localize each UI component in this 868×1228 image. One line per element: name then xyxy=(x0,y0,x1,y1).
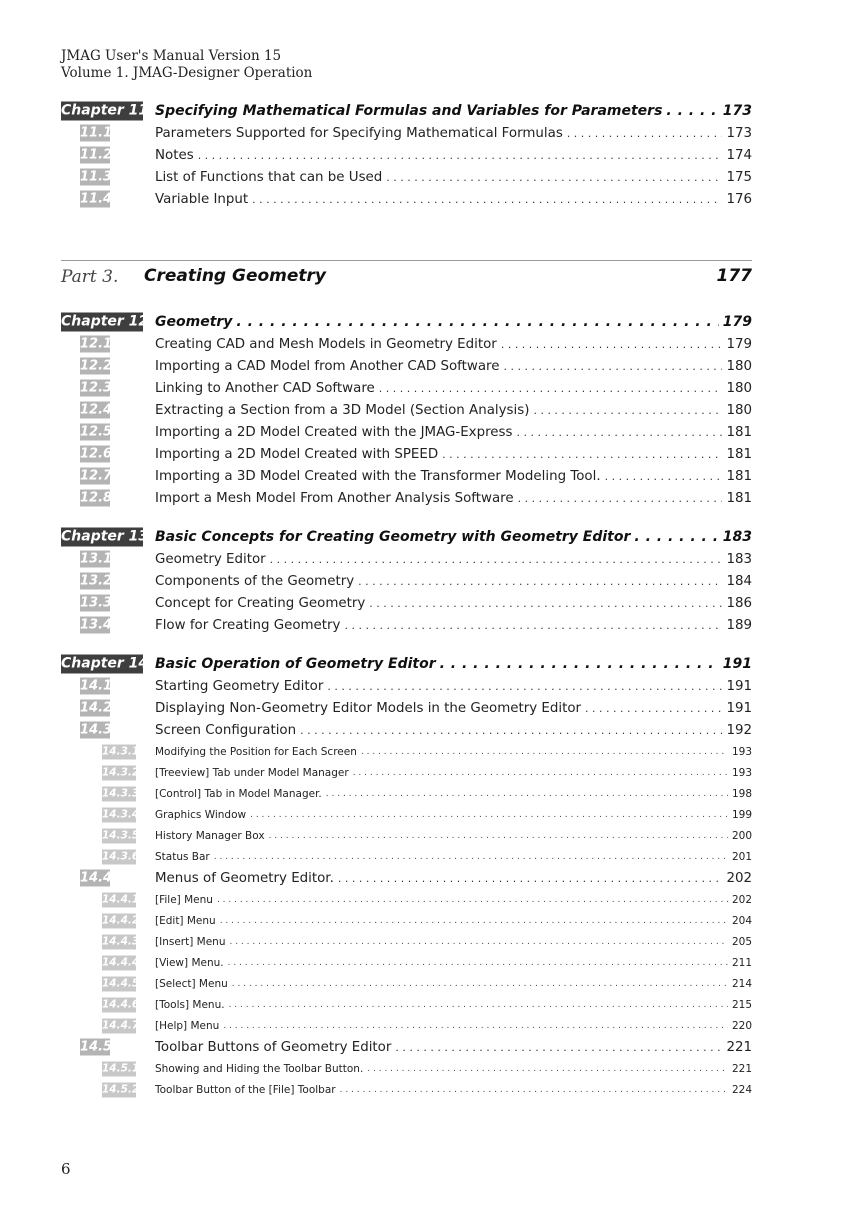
toc-section-number: 11.3 xyxy=(80,169,113,185)
toc-entry-title: Importing a 3D Model Created with the Transformer Modeling Tool. xyxy=(155,468,601,484)
toc-entry-line xyxy=(155,443,752,465)
toc-entry-page: 221 xyxy=(726,1039,752,1055)
toc-sub-entry[interactable] xyxy=(61,846,752,867)
dot-leader xyxy=(367,1064,728,1074)
toc-sub-entry[interactable] xyxy=(61,994,752,1015)
toc-sub-entry[interactable] xyxy=(61,741,752,762)
toc-entry-line xyxy=(155,614,752,636)
toc-entry-line xyxy=(155,526,752,548)
toc-chapter-number: Chapter 13. xyxy=(61,528,154,545)
part-title: Creating Geometry xyxy=(144,266,327,286)
toc-entry-title: Components of the Geometry xyxy=(155,573,355,589)
toc-entry-page: 193 xyxy=(731,745,752,758)
toc-entry-page: 186 xyxy=(726,595,752,611)
dot-leader xyxy=(358,575,722,588)
toc-entry-page: 181 xyxy=(726,468,752,484)
dot-leader xyxy=(518,492,723,505)
toc-entry-line xyxy=(155,399,752,421)
toc-entry-line xyxy=(155,100,752,122)
toc-entry-page: 191 xyxy=(726,678,752,694)
toc-section-number: 12.8 xyxy=(80,490,113,506)
toc-entry-line xyxy=(155,931,752,952)
toc-entry-page: 191 xyxy=(722,656,752,672)
dot-leader xyxy=(217,895,728,905)
toc-entry-page: 184 xyxy=(726,573,752,589)
toc-entry-page: 180 xyxy=(726,358,752,374)
toc-section-entry[interactable] xyxy=(61,144,752,166)
toc-sub-entry[interactable] xyxy=(61,910,752,931)
toc-entry-line xyxy=(155,311,752,333)
toc-entry-title: [Select] Menu xyxy=(155,977,228,990)
toc-section-number: 11.2 xyxy=(80,147,113,163)
dot-leader xyxy=(252,193,722,206)
toc-entry-page: 180 xyxy=(726,380,752,396)
toc-section-entry[interactable] xyxy=(61,719,752,741)
toc-entry-title: Basic Concepts for Creating Geometry with Geometry Editor xyxy=(155,529,631,545)
toc-sub-number: 14.4.6 xyxy=(102,998,140,1010)
dot-leader xyxy=(270,553,723,566)
toc-sub-entry[interactable] xyxy=(61,1058,752,1079)
toc-entry-line xyxy=(155,741,752,762)
toc-entry-line xyxy=(155,697,752,719)
header-volume-title: Volume 1. JMAG-Designer Operation xyxy=(61,65,313,81)
dot-leader xyxy=(379,382,723,395)
page-number: 6 xyxy=(61,1160,71,1178)
toc-chapter-entry[interactable] xyxy=(61,526,752,548)
dot-leader xyxy=(369,597,722,610)
toc-entry-line xyxy=(155,675,752,697)
toc-entry-line xyxy=(155,122,752,144)
toc-sub-number: 14.3.3 xyxy=(102,787,140,799)
toc-section-entry[interactable] xyxy=(61,355,752,377)
toc-entry-line xyxy=(155,952,752,973)
dot-leader xyxy=(442,448,722,461)
toc-entry-title: Variable Input xyxy=(155,191,249,207)
toc-entry-page: 179 xyxy=(726,336,752,352)
dot-leader xyxy=(220,916,728,926)
toc-section-number: 14.1 xyxy=(80,678,113,694)
toc-chapter-number: Chapter 11. xyxy=(61,102,154,119)
toc-entry-page: 181 xyxy=(726,446,752,462)
dot-leader xyxy=(214,852,728,862)
dot-leader xyxy=(228,958,728,968)
toc-section-number: 14.5 xyxy=(80,1039,113,1055)
toc-section-entry[interactable] xyxy=(61,697,752,719)
toc-section-number: 13.3 xyxy=(80,595,113,611)
toc-entry-line xyxy=(155,355,752,377)
toc-section-entry[interactable] xyxy=(61,399,752,421)
toc-entry-title: Modifying the Position for Each Screen xyxy=(155,745,357,758)
toc-section-number: 13.1 xyxy=(80,551,113,567)
toc-entry-title: Starting Geometry Editor xyxy=(155,678,324,694)
dot-leader xyxy=(504,360,723,373)
toc-section-number: 12.5 xyxy=(80,424,113,440)
toc-sub-number: 14.5.1 xyxy=(102,1062,140,1074)
toc-sub-entry[interactable] xyxy=(61,762,752,783)
toc-entry-page: 205 xyxy=(731,935,752,948)
toc-entry-page: 220 xyxy=(731,1019,752,1032)
toc-entry-line xyxy=(155,867,752,889)
toc-section-number: 13.4 xyxy=(80,617,113,633)
running-header xyxy=(61,48,312,82)
toc-chapter-entry[interactable] xyxy=(61,653,752,675)
toc-entry-line xyxy=(155,1015,752,1036)
dot-leader xyxy=(236,314,718,330)
toc-entry-line xyxy=(155,188,752,210)
dot-leader xyxy=(344,619,722,632)
toc-entry-title: [View] Menu. xyxy=(155,956,224,969)
dot-leader xyxy=(338,872,723,885)
toc-chapter-number: Chapter 12. xyxy=(61,313,154,330)
toc-entry-title: Status Bar xyxy=(155,850,210,863)
toc-section-entry[interactable] xyxy=(61,487,752,509)
toc-entry-page: 180 xyxy=(726,402,752,418)
dot-leader xyxy=(353,768,728,778)
toc-section-entry[interactable] xyxy=(61,548,752,570)
toc-section-number: 12.2 xyxy=(80,358,113,374)
toc-entry-line xyxy=(155,592,752,614)
toc-entry-line xyxy=(155,377,752,399)
toc-entry-page: 174 xyxy=(726,147,752,163)
dot-leader xyxy=(666,103,718,119)
toc-spacer xyxy=(61,509,752,526)
dot-leader xyxy=(361,747,728,757)
toc-spacer xyxy=(61,636,752,653)
toc-entry-line xyxy=(155,762,752,783)
toc-entry-title: [File] Menu xyxy=(155,893,213,906)
toc-entry-page: 181 xyxy=(726,424,752,440)
toc-entry-title: Concept for Creating Geometry xyxy=(155,595,366,611)
toc-section-number: 11.1 xyxy=(80,125,113,141)
toc-entry-title: Importing a 2D Model Created with the JMAG-Express xyxy=(155,424,513,440)
dot-leader xyxy=(501,338,723,351)
toc-section-entry[interactable] xyxy=(61,122,752,144)
toc-chapter-entry[interactable] xyxy=(61,311,752,333)
toc-entry-page: 199 xyxy=(731,808,752,821)
toc-section-entry[interactable] xyxy=(61,614,752,636)
toc-entry-line xyxy=(155,421,752,443)
dot-leader xyxy=(585,702,722,715)
toc-sub-entry[interactable] xyxy=(61,783,752,804)
toc-section-number: 11.4 xyxy=(80,191,113,207)
toc-entry-title: Importing a CAD Model from Another CAD Software xyxy=(155,358,500,374)
toc-sub-number: 14.3.2 xyxy=(102,766,140,778)
toc-entry-title: Notes xyxy=(155,147,194,163)
dot-leader xyxy=(229,1000,728,1010)
toc-entry-title: Menus of Geometry Editor. xyxy=(155,870,334,886)
toc-sub-entry[interactable] xyxy=(61,889,752,910)
dot-leader xyxy=(223,1021,728,1031)
toc-entry-title: List of Functions that can be Used xyxy=(155,169,383,185)
toc-entry-title: Extracting a Section from a 3D Model (Section Analysis) xyxy=(155,402,530,418)
dot-leader xyxy=(250,810,728,820)
toc-entry-title: Screen Configuration xyxy=(155,722,297,738)
toc-entry-line xyxy=(155,1058,752,1079)
toc-sub-entry[interactable] xyxy=(61,931,752,952)
toc-entry-page: 193 xyxy=(731,766,752,779)
toc-sub-entry[interactable] xyxy=(61,973,752,994)
toc-entry-title: Import a Mesh Model From Another Analysis Software xyxy=(155,490,514,506)
dot-leader xyxy=(326,789,728,799)
toc-section-entry[interactable] xyxy=(61,443,752,465)
toc-entry-page: 211 xyxy=(731,956,752,969)
toc-entry-page: 224 xyxy=(731,1083,752,1096)
toc-sub-number: 14.3.5 xyxy=(102,829,140,841)
toc-entry-page: 202 xyxy=(726,870,752,886)
toc-section-number: 12.7 xyxy=(80,468,113,484)
toc-entry-title: History Manager Box xyxy=(155,829,265,842)
toc-chapter-entry[interactable] xyxy=(61,100,752,122)
toc-entry-title: [Edit] Menu xyxy=(155,914,216,927)
toc-chapter-number: Chapter 14. xyxy=(61,655,154,672)
dot-leader xyxy=(327,680,722,693)
toc-sub-entry[interactable] xyxy=(61,825,752,846)
toc-section-entry[interactable] xyxy=(61,675,752,697)
toc-entry-page: 215 xyxy=(731,998,752,1011)
toc-entry-title: Showing and Hiding the Toolbar Button. xyxy=(155,1062,364,1075)
toc-entry-line xyxy=(155,1079,752,1100)
toc-section-entry[interactable] xyxy=(61,333,752,355)
toc-part-heading[interactable] xyxy=(61,260,752,311)
toc-entry-line xyxy=(155,465,752,487)
toc-entry-page: 183 xyxy=(726,551,752,567)
toc-entry-title: Toolbar Buttons of Geometry Editor xyxy=(155,1039,392,1055)
toc-entry-page: 181 xyxy=(726,490,752,506)
toc-entry-line xyxy=(155,994,752,1015)
toc-entry-page: 214 xyxy=(731,977,752,990)
toc-section-number: 14.4 xyxy=(80,870,113,886)
dot-leader xyxy=(634,529,718,545)
toc-section-number: 12.4 xyxy=(80,402,113,418)
toc-section-number: 12.6 xyxy=(80,446,113,462)
toc-entry-line xyxy=(155,910,752,931)
toc-sub-number: 14.3.4 xyxy=(102,808,140,820)
dot-leader xyxy=(567,127,723,140)
toc-sub-number: 14.4.1 xyxy=(102,893,140,905)
toc-entry-title: Geometry xyxy=(155,314,233,330)
toc-section-entry[interactable] xyxy=(61,421,752,443)
toc-section-entry[interactable] xyxy=(61,166,752,188)
toc-entry-page: 179 xyxy=(722,314,752,330)
toc-sub-number: 14.3.6 xyxy=(102,850,140,862)
toc-sub-entry[interactable] xyxy=(61,1015,752,1036)
toc-entry-line xyxy=(155,846,752,867)
dot-leader xyxy=(533,404,722,417)
toc-entry-line xyxy=(155,166,752,188)
toc-entry-page: 173 xyxy=(722,103,752,119)
toc-sub-number: 14.5.2 xyxy=(102,1083,140,1095)
toc-entry-title: [Insert] Menu xyxy=(155,935,226,948)
toc-entry-line xyxy=(155,548,752,570)
toc-entry-page: 175 xyxy=(726,169,752,185)
dot-leader xyxy=(386,171,722,184)
dot-leader xyxy=(232,979,728,989)
table-of-contents xyxy=(61,100,752,1100)
toc-entry-title: Flow for Creating Geometry xyxy=(155,617,341,633)
toc-entry-title: Graphics Window xyxy=(155,808,247,821)
toc-entry-line xyxy=(155,719,752,741)
toc-sub-number: 14.4.5 xyxy=(102,977,140,989)
toc-section-entry[interactable] xyxy=(61,867,752,889)
toc-section-entry[interactable] xyxy=(61,592,752,614)
toc-entry-page: 221 xyxy=(731,1062,752,1075)
toc-entry-line xyxy=(155,783,752,804)
toc-sub-number: 14.3.1 xyxy=(102,745,140,757)
toc-entry-title: [Tools] Menu. xyxy=(155,998,225,1011)
toc-entry-title: [Control] Tab in Model Manager. xyxy=(155,787,322,800)
toc-entry-page: 204 xyxy=(731,914,752,927)
toc-entry-line xyxy=(155,487,752,509)
toc-entry-line xyxy=(155,889,752,910)
toc-section-number: 14.2 xyxy=(80,700,113,716)
toc-entry-page: 176 xyxy=(726,191,752,207)
toc-entry-line xyxy=(155,144,752,166)
toc-entry-line xyxy=(155,825,752,846)
toc-entry-page: 189 xyxy=(726,617,752,633)
toc-entry-title: [Treeview] Tab under Model Manager xyxy=(155,766,349,779)
toc-entry-title: Parameters Supported for Specifying Mathematical Formulas xyxy=(155,125,563,141)
toc-section-number: 14.3 xyxy=(80,722,113,738)
dot-leader xyxy=(198,149,723,162)
toc-section-entry[interactable] xyxy=(61,377,752,399)
toc-entry-page: 183 xyxy=(722,529,752,545)
toc-spacer xyxy=(61,210,752,260)
toc-entry-line xyxy=(155,1036,752,1058)
toc-section-number: 12.1 xyxy=(80,336,113,352)
toc-section-entry[interactable] xyxy=(61,570,752,592)
toc-entry-title: [Help] Menu xyxy=(155,1019,220,1032)
toc-entry-page: 192 xyxy=(726,722,752,738)
toc-entry-page: 201 xyxy=(731,850,752,863)
toc-sub-entry[interactable] xyxy=(61,804,752,825)
toc-entry-title: Importing a 2D Model Created with SPEED xyxy=(155,446,439,462)
toc-entry-title: Linking to Another CAD Software xyxy=(155,380,375,396)
toc-entry-title: Toolbar Button of the [File] Toolbar xyxy=(155,1083,336,1096)
dot-leader xyxy=(269,831,728,841)
toc-entry-page: 200 xyxy=(731,829,752,842)
toc-sub-number: 14.4.4 xyxy=(102,956,140,968)
dot-leader xyxy=(395,1041,722,1054)
toc-entry-title: Displaying Non-Geometry Editor Models in the Geometry Editor xyxy=(155,700,582,716)
toc-entry-title: Geometry Editor xyxy=(155,551,266,567)
header-manual-title: JMAG User's Manual Version 15 xyxy=(61,48,282,64)
toc-section-entry[interactable] xyxy=(61,465,752,487)
toc-entry-line xyxy=(155,333,752,355)
toc-entry-page: 173 xyxy=(726,125,752,141)
toc-entry-line xyxy=(155,804,752,825)
toc-section-number: 13.2 xyxy=(80,573,113,589)
dot-leader xyxy=(229,937,727,947)
toc-entry-line xyxy=(155,653,752,675)
toc-sub-entry[interactable] xyxy=(61,1079,752,1100)
toc-entry-page: 191 xyxy=(726,700,752,716)
dot-leader xyxy=(517,426,723,439)
dot-leader xyxy=(605,470,723,483)
toc-sub-number: 14.4.3 xyxy=(102,935,140,947)
toc-sub-entry[interactable] xyxy=(61,952,752,973)
toc-entry-page: 198 xyxy=(731,787,752,800)
toc-sub-number: 14.4.2 xyxy=(102,914,140,926)
part-page: 177 xyxy=(716,266,752,286)
toc-entry-title: Specifying Mathematical Formulas and Variables for Parameters xyxy=(155,103,663,119)
toc-section-number: 12.3 xyxy=(80,380,113,396)
toc-entry-title: Basic Operation of Geometry Editor xyxy=(155,656,436,672)
dot-leader xyxy=(300,724,722,737)
toc-section-entry[interactable] xyxy=(61,1036,752,1058)
toc-entry-line xyxy=(155,973,752,994)
toc-section-entry[interactable] xyxy=(61,188,752,210)
part-label: Part 3. xyxy=(61,267,119,287)
toc-entry-page: 202 xyxy=(731,893,752,906)
toc-sub-number: 14.4.7 xyxy=(102,1019,140,1031)
toc-entry-line xyxy=(155,570,752,592)
toc-entry-title: Creating CAD and Mesh Models in Geometry Editor xyxy=(155,336,497,352)
dot-leader xyxy=(440,656,719,672)
dot-leader xyxy=(340,1085,728,1095)
